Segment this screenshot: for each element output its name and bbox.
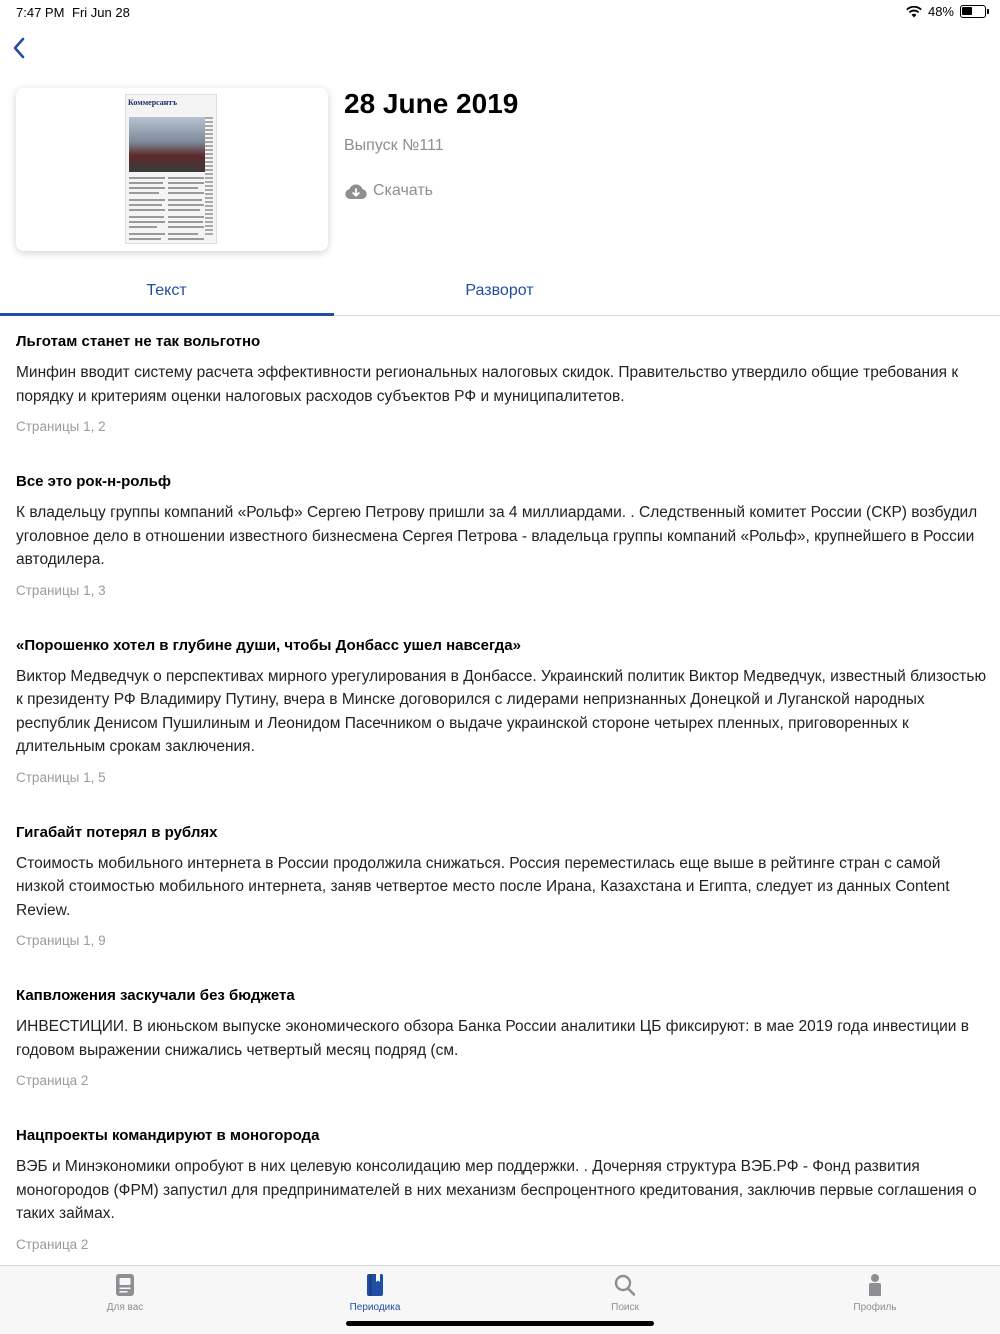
wifi-icon: [906, 6, 922, 18]
magazine-icon: [115, 1273, 135, 1297]
cloud-download-icon: [344, 183, 368, 200]
article-list: [16, 332, 988, 1290]
article-pages: Страницы 1, 2: [16, 419, 106, 434]
issue-cover-card[interactable]: [16, 88, 328, 251]
tabbar-label: Периодика: [349, 1302, 401, 1313]
status-right: [906, 4, 986, 19]
cover-photo: [129, 117, 205, 172]
article-pages: Страницы 1, 5: [16, 769, 106, 785]
article-title: Нацпроекты командируют в моногорода: [16, 1127, 320, 1144]
article-item[interactable]: [16, 823, 988, 951]
download-button[interactable]: [344, 182, 433, 200]
article-title: Гигабайт потерял в рублях: [16, 823, 218, 841]
article-summary: Виктор Медведчук о перспективах мирного урегулирования в Донбассе. Украинский политик Виктор Медведчук, известный близостью к президенту РФ Владимиру Путину, вчера в Минске договорился с лидерами непризнанных Донецкой и Луганской народных республик Денисом Пушилиным и Леонидом Пасечником о выдаче украинской стороне четырех пленных, приговоренных к длительным срокам заключения.: [16, 667, 987, 755]
status-time: 7:47 PM: [16, 5, 65, 20]
status-date: Fri Jun 28: [72, 5, 130, 20]
article-summary: ВЭБ и Минэкономики опробуют в них целевую консолидацию мер поддержки. . Дочерняя структура ВЭБ.РФ - Фонд развития моногородов (ФРМ) запустил для предпринимателей в них механизм беспроцентного кредитования, заключив первые соглашения о таких займах.: [16, 1158, 977, 1222]
article-item[interactable]: [16, 472, 988, 600]
article-title: Льготам станет не так вольготно: [16, 333, 261, 350]
search-icon: [614, 1273, 636, 1297]
tabbar-label: Для вас: [106, 1302, 144, 1313]
issue-date-title: 28 June 2019: [344, 88, 519, 119]
battery-percent: 48%: [927, 4, 954, 19]
tab-spread[interactable]: Разворот: [465, 282, 534, 299]
article-title: «Порошенко хотел в глубине души, чтобы Донбасс ушел навсегда»: [16, 636, 521, 654]
book-icon: [366, 1273, 384, 1297]
tabbar-item-for-you[interactable]: [0, 1266, 250, 1334]
tabbar-item-profile[interactable]: [750, 1266, 1000, 1334]
article-item[interactable]: [16, 332, 988, 436]
article-summary: ИНВЕСТИЦИИ. В июньском выпуске экономического обзора Банка России аналитики ЦБ фиксируют: в мае 2019 года инвестиции в годовом выражении снижались четвертый месяц подряд (см.: [16, 1018, 969, 1059]
tab-text[interactable]: Текст: [0, 270, 333, 315]
tabbar-label: Профиль: [853, 1302, 897, 1313]
article-title: Капвложения заскучали без бюджета: [16, 987, 295, 1004]
person-icon: [868, 1273, 882, 1297]
back-button[interactable]: [4, 32, 34, 64]
home-indicator: [346, 1321, 654, 1326]
status-bar: [0, 0, 1000, 24]
article-pages: Страницы 1, 3: [16, 582, 106, 598]
article-summary: Минфин вводит систему расчета эффективности региональных налоговых скидок. Правительство утвердило общие требования к порядку и критериям оценки налоговых расходов субъектов РФ и муниципалитетов.: [16, 364, 959, 405]
tabbar-label: Поиск: [611, 1302, 639, 1313]
article-pages: Страница 2: [16, 1236, 89, 1252]
article-summary: Стоимость мобильного интернета в России продолжила снижаться. Россия переместилась еще выше в рейтинге стран с самой низкой стоимостью мобильного интернета, заняв четвертое место после Ирана, Казахстана и Египта, следует из данных Content Review.: [16, 854, 950, 919]
article-item[interactable]: [16, 1126, 988, 1254]
view-tabs: [0, 270, 1000, 316]
cover-masthead: Коммерсантъ: [128, 98, 177, 107]
battery-icon: [960, 5, 986, 18]
download-label: Скачать: [373, 182, 433, 199]
issue-number: Выпуск №111: [344, 137, 444, 154]
article-pages: Страницы 1, 9: [16, 933, 106, 948]
chevron-left-icon: [12, 36, 26, 60]
article-pages: Страница 2: [16, 1073, 89, 1088]
newspaper-cover-image: [125, 94, 217, 244]
article-title: Все это рок-н-рольф: [16, 473, 171, 490]
article-summary: К владельцу группы компаний «Рольф» Сергею Петрову пришли за 4 миллиардами. . Следственный комитет России (СКР) возбудил уголовное дело в отношении известного бизнесмена Сергея Петрова - владельца группы компаний «Рольф», крупнейшего в России автодилера.: [16, 504, 978, 568]
cover-sidebar: [205, 117, 213, 237]
article-item[interactable]: [16, 636, 988, 787]
article-item[interactable]: [16, 986, 988, 1090]
